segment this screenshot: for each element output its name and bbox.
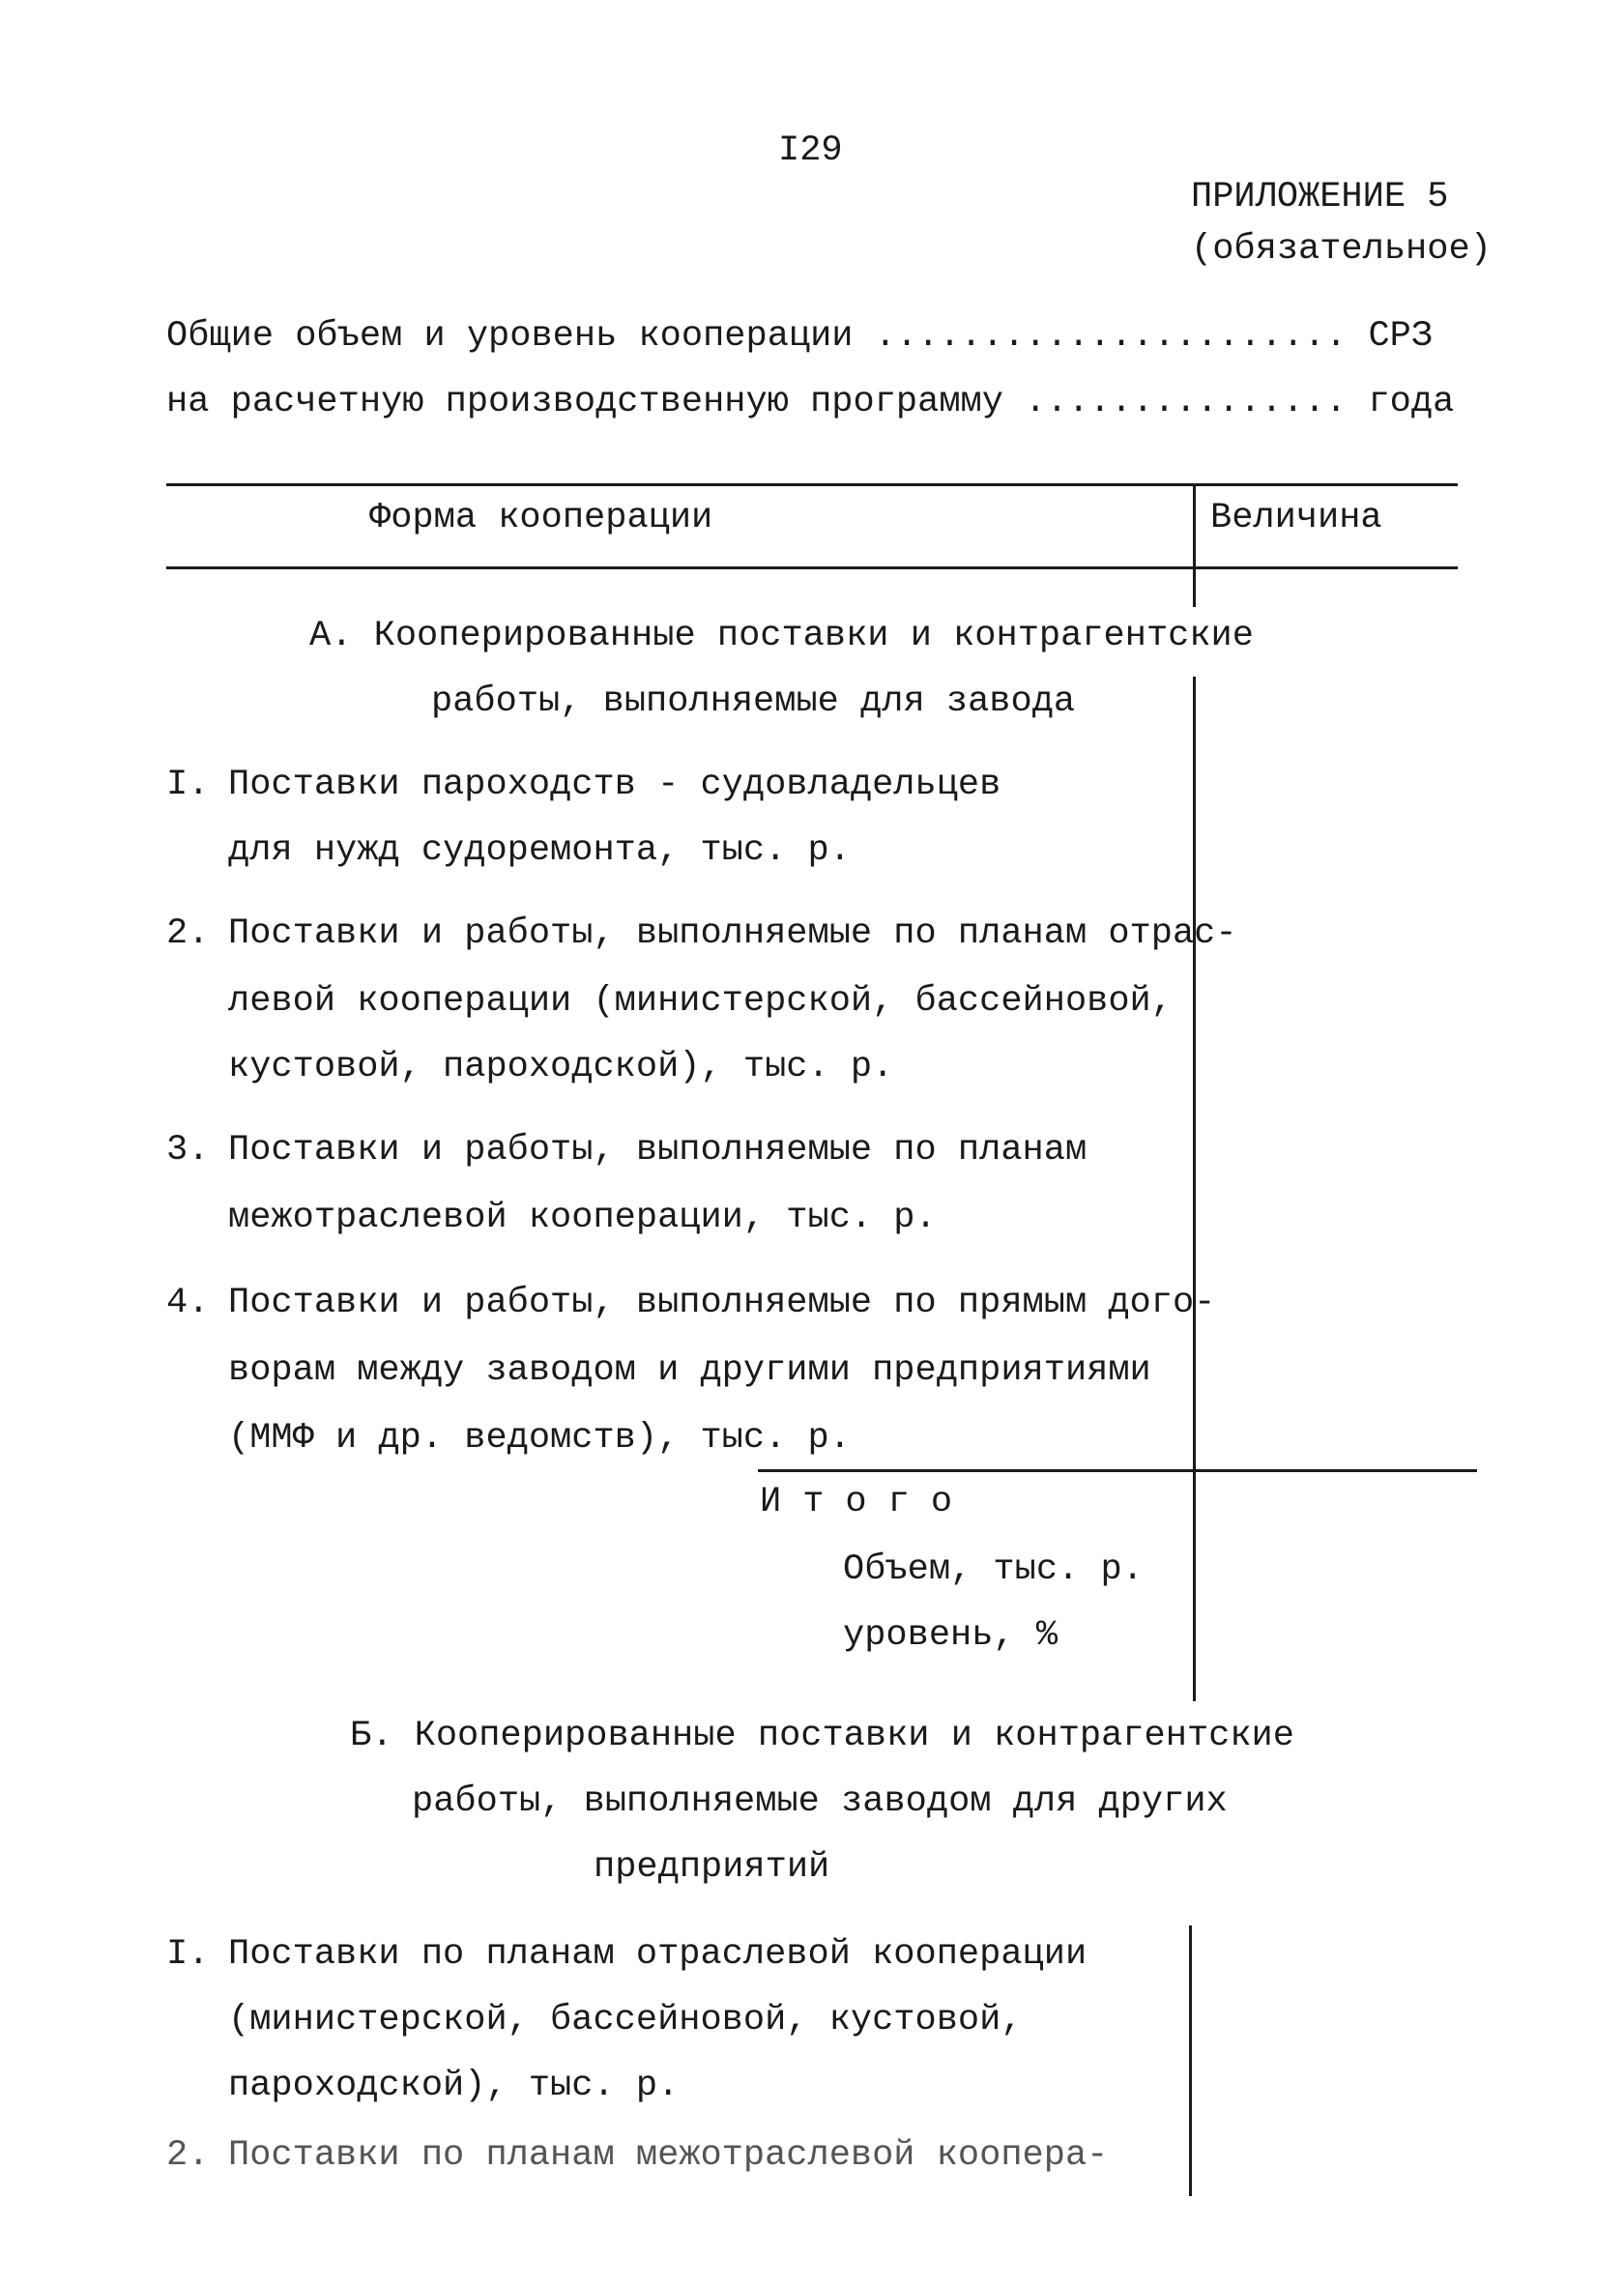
section-a-item-4-line-2: ворам между заводом и другими предприятиями [228,1350,1151,1391]
total-rule [758,1469,1477,1472]
section-a-item-2-number: 2. [166,913,210,954]
section-b-item-1-number: I. [166,1934,210,1975]
header-line-2-dots: ............... [1025,382,1348,422]
header-line-2-suffix: года [1368,382,1455,422]
section-a-item-1-number: I. [166,765,210,805]
appendix-note: (обязательное) [1191,229,1492,270]
section-b-column-divider [1189,1925,1192,2196]
section-a-title-line-1: А. Кооперированные поставки и контрагентские [309,616,1254,656]
section-a-item-4-number: 4. [166,1283,210,1323]
section-a-item-2-line-2: левой кооперации (министерской, бассейновой, [228,981,1173,1022]
section-a-item-2-line-3: кустовой, пароходской), тыс. р. [228,1047,894,1087]
header-line-1-dots: ...................... [874,316,1348,357]
section-a-item-2-line-1: Поставки и работы, выполняемые по планам отрас- [228,913,1237,954]
section-a-item-3-line-1: Поставки и работы, выполняемые по планам [228,1130,1088,1171]
column-header-value: Величина [1210,498,1382,538]
section-a-item-4-line-1: Поставки и работы, выполняемые по прямым дого- [228,1283,1216,1323]
section-b-item-2-line-1: Поставки по планам межотраслевой коопера- [228,2135,1109,2176]
section-b-title-line-3: предприятий [594,1847,830,1888]
table-header-bottom-rule [166,566,1458,569]
header-line-1 [166,315,1433,358]
section-a-item-3-line-2: межотраслевой кооперации, тыс. р. [228,1198,937,1238]
section-a-item-1-line-2: для нужд судоремонта, тыс. р. [228,830,851,871]
section-a-item-1-line-1: Поставки пароходств - судовладельцев [228,765,1001,805]
section-a-item-4-line-3: (ММФ и др. ведомств), тыс. р. [228,1418,851,1459]
total-label: Итого [760,1482,974,1522]
header-line-1-suffix: СРЗ [1368,316,1434,357]
section-a-title-line-2: работы, выполняемые для завода [431,681,1076,722]
header-line-2-label: на расчетную производственную программу [166,382,1003,422]
table-top-rule [166,483,1458,486]
section-b-item-1-line-2: (министерской, бассейновой, кустовой, [228,2000,1023,2040]
section-a-item-3-number: 3. [166,1130,210,1171]
header-line-1-label: Общие объем и уровень кооперации [166,316,854,357]
header-line-2 [166,381,1454,423]
page-number: I29 [778,130,843,171]
column-header-form: Форма кооперации [369,498,713,538]
section-a-column-divider [1193,677,1196,1701]
section-b-title-line-2: работы, выполняемые заводом для других [412,1781,1228,1822]
total-volume: Объем, тыс. р. [843,1549,1144,1590]
section-b-title-line-1: Б. Кооперированные поставки и контрагентские [350,1716,1294,1756]
table-column-divider-header [1193,483,1196,607]
section-b-item-2-number: 2. [166,2135,210,2176]
section-b-item-1-line-1: Поставки по планам отраслевой кооперации [228,1934,1088,1975]
section-b-item-1-line-3: пароходской), тыс. р. [228,2066,680,2106]
total-level: уровень, % [843,1615,1058,1656]
appendix-title: ПРИЛОЖЕНИЕ 5 [1191,177,1449,217]
